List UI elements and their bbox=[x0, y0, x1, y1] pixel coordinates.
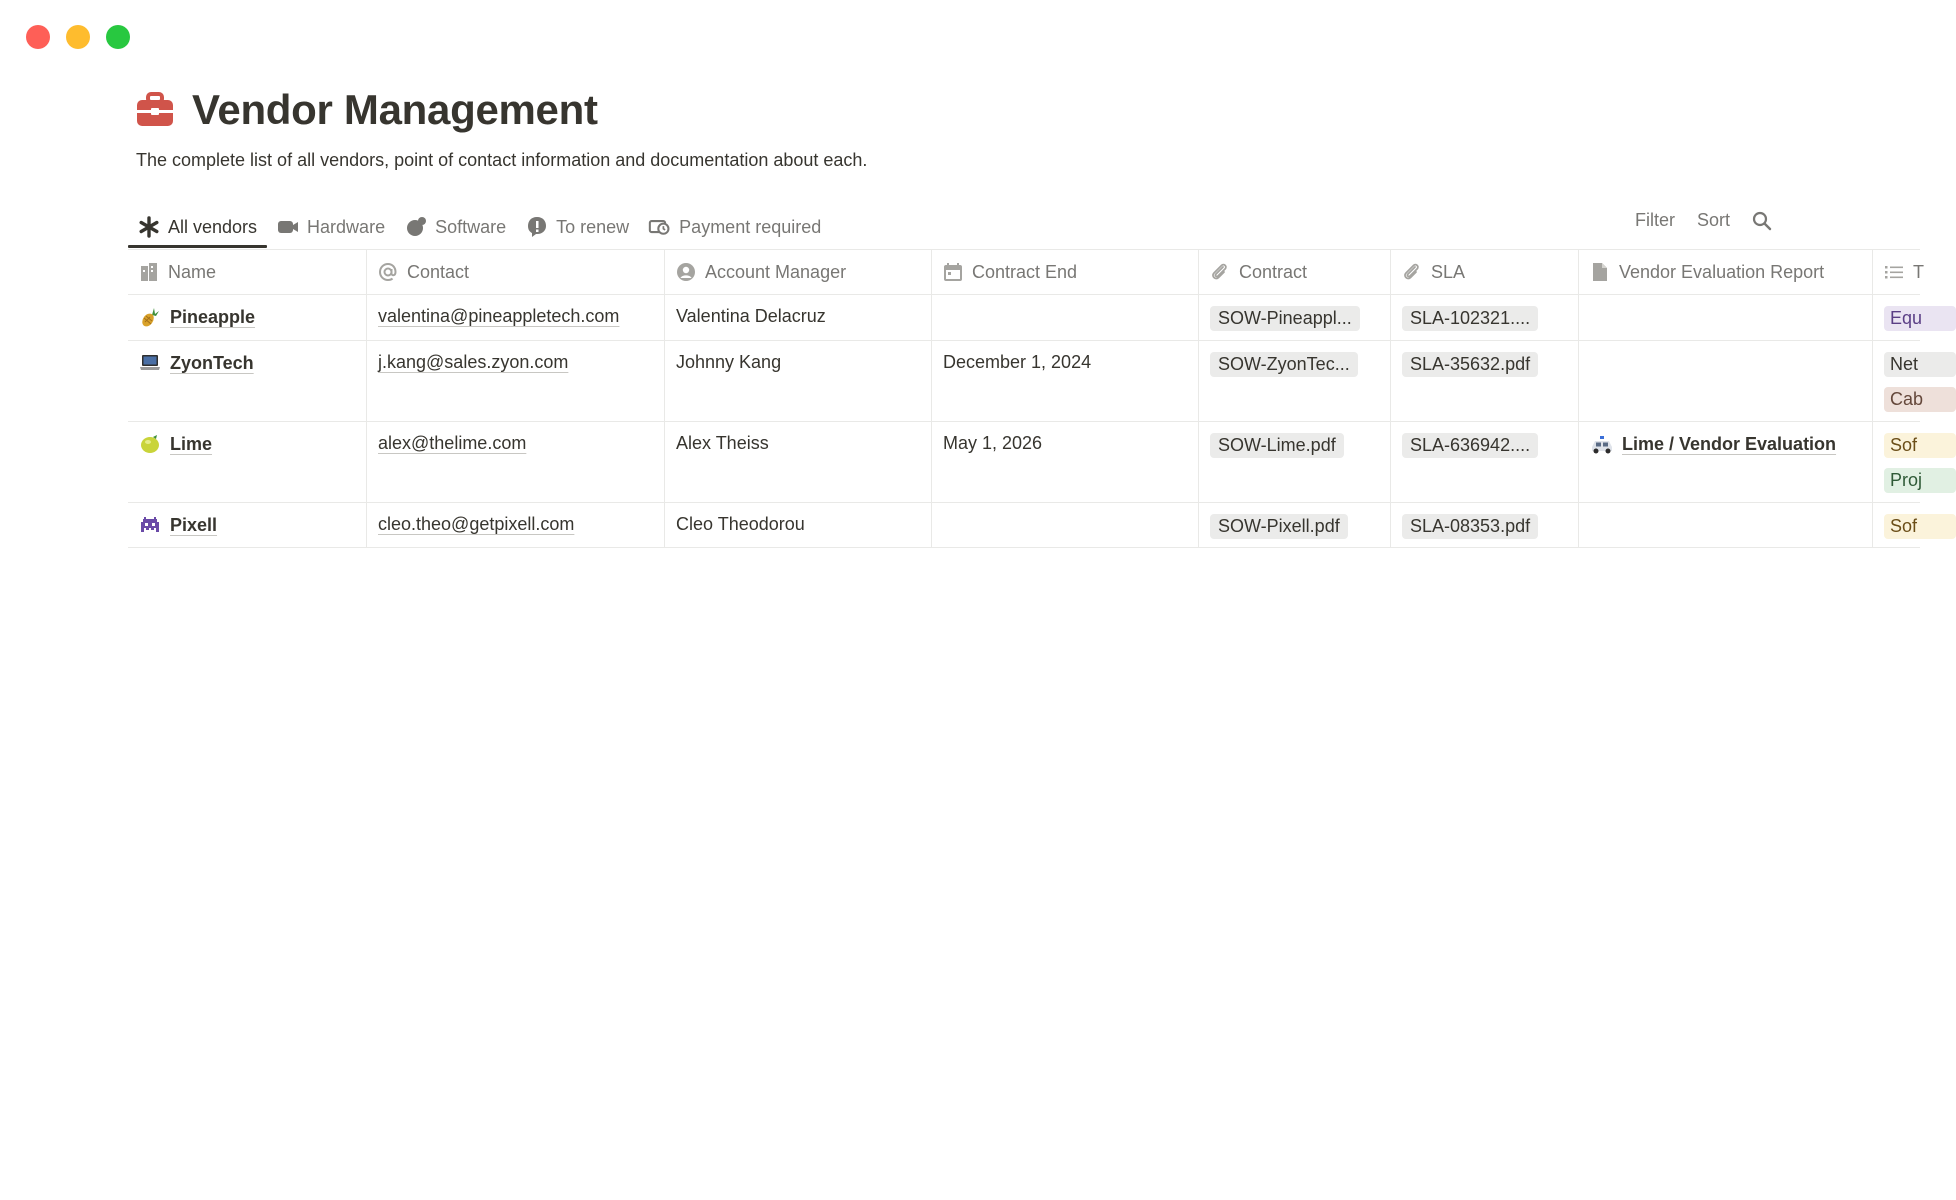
minimize-window-button[interactable] bbox=[66, 25, 90, 49]
calendar-icon bbox=[943, 262, 963, 282]
table-header bbox=[128, 249, 1924, 295]
contact-email[interactable]: cleo.theo@getpixell.com bbox=[378, 514, 575, 534]
sla-file[interactable]: SLA-08353.pdf bbox=[1402, 514, 1538, 539]
alien-monster-icon bbox=[139, 514, 161, 536]
contract-cell[interactable] bbox=[1199, 422, 1391, 502]
sla-cell[interactable] bbox=[1391, 341, 1579, 421]
tab-software[interactable] bbox=[395, 206, 516, 248]
close-window-button[interactable] bbox=[26, 25, 50, 49]
column-label: Contract bbox=[1239, 261, 1308, 282]
document-icon bbox=[1590, 262, 1610, 282]
table-row[interactable] bbox=[128, 503, 1920, 548]
evaluation-cell[interactable] bbox=[1579, 295, 1873, 340]
asterisk-icon bbox=[138, 216, 160, 238]
table-row[interactable] bbox=[128, 295, 1923, 341]
table-row[interactable] bbox=[128, 422, 1923, 503]
name-cell[interactable] bbox=[128, 503, 367, 547]
vendor-name[interactable]: ZyonTech bbox=[170, 352, 254, 373]
page-description[interactable]: The complete list of all vendors, point of contact information and documentation about each. bbox=[136, 150, 868, 170]
tab-label: Hardware bbox=[307, 216, 386, 237]
contract-file[interactable]: SOW-Lime.pdf bbox=[1210, 433, 1344, 458]
column-header-contact[interactable] bbox=[367, 250, 665, 294]
column-label: Account Manager bbox=[705, 261, 847, 282]
column-label: Contact bbox=[407, 261, 470, 282]
briefcase-icon[interactable] bbox=[136, 91, 174, 129]
tab-payment-required[interactable] bbox=[639, 206, 831, 248]
tags-cell[interactable] bbox=[1873, 341, 1924, 421]
contract-file[interactable]: SOW-Pixell.pdf bbox=[1210, 514, 1348, 539]
lime-icon bbox=[139, 433, 161, 455]
account-manager-cell[interactable]: Valentina Delacruz bbox=[665, 295, 932, 340]
contract-file[interactable]: SOW-ZyonTec... bbox=[1210, 352, 1358, 377]
sla-cell[interactable] bbox=[1391, 295, 1579, 340]
evaluation-link[interactable] bbox=[1590, 433, 1861, 455]
contact-cell[interactable] bbox=[367, 422, 665, 502]
contract-file[interactable]: SOW-Pineappl... bbox=[1210, 306, 1360, 331]
tag: Sof bbox=[1884, 433, 1956, 458]
column-label: Vendor Evaluation Report bbox=[1619, 261, 1825, 282]
column-header-sla[interactable] bbox=[1391, 250, 1579, 294]
tags-cell[interactable] bbox=[1873, 295, 1923, 340]
name-cell[interactable] bbox=[128, 422, 367, 502]
filter-button[interactable]: Filter bbox=[1635, 210, 1675, 230]
tag: Equ bbox=[1884, 306, 1956, 331]
column-header-account-manager[interactable] bbox=[665, 250, 932, 294]
tags-cell[interactable] bbox=[1873, 503, 1920, 547]
page-title[interactable]: Vendor Management bbox=[192, 86, 598, 133]
laptop-icon bbox=[139, 352, 161, 374]
paperclip-icon bbox=[1210, 262, 1230, 282]
contract-end-cell[interactable]: May 1, 2026 bbox=[932, 422, 1199, 502]
renew-alert-icon bbox=[526, 216, 548, 238]
vendor-name[interactable]: Lime bbox=[170, 433, 213, 454]
paperclip-icon bbox=[1402, 262, 1422, 282]
name-cell[interactable] bbox=[128, 295, 367, 340]
column-header-name[interactable] bbox=[128, 250, 367, 294]
column-label: SLA bbox=[1431, 261, 1466, 282]
tab-label: Payment required bbox=[679, 216, 822, 237]
evaluation-title: Lime / Vendor Evaluation bbox=[1622, 433, 1837, 454]
window-controls bbox=[26, 25, 130, 49]
contact-cell[interactable] bbox=[367, 295, 665, 340]
vendors-table bbox=[128, 249, 1924, 548]
tab-to-renew[interactable] bbox=[516, 206, 639, 248]
column-header-contract-end[interactable] bbox=[932, 250, 1199, 294]
column-label: Contract End bbox=[972, 261, 1078, 282]
vendor-name[interactable]: Pixell bbox=[170, 514, 218, 535]
column-label: Name bbox=[168, 261, 217, 282]
at-sign-icon bbox=[378, 262, 398, 282]
column-header-contract[interactable] bbox=[1199, 250, 1391, 294]
page-header bbox=[136, 86, 598, 134]
video-camera-icon bbox=[277, 216, 299, 238]
tag: Sof bbox=[1884, 514, 1956, 539]
pineapple-icon bbox=[139, 306, 161, 328]
search-icon[interactable] bbox=[1752, 211, 1772, 231]
evaluation-cell[interactable] bbox=[1579, 422, 1873, 502]
tag: Proj bbox=[1884, 468, 1956, 493]
tab-hardware[interactable] bbox=[267, 206, 395, 248]
tag: Net bbox=[1884, 352, 1956, 377]
column-header-vendor-evaluation-report[interactable] bbox=[1579, 250, 1873, 294]
account-manager-cell[interactable]: Alex Theiss bbox=[665, 422, 932, 502]
contact-cell[interactable] bbox=[367, 341, 665, 421]
contract-end-cell[interactable] bbox=[932, 503, 1199, 547]
tab-label: All vendors bbox=[168, 216, 258, 237]
tab-label: To renew bbox=[556, 216, 630, 237]
contract-cell[interactable] bbox=[1199, 341, 1391, 421]
software-badge-icon bbox=[405, 216, 427, 238]
table-row[interactable] bbox=[128, 341, 1924, 422]
list-icon bbox=[1884, 262, 1904, 282]
tab-all-vendors[interactable] bbox=[128, 206, 267, 248]
column-label: T bbox=[1913, 261, 1924, 282]
police-car-icon bbox=[1590, 433, 1614, 455]
maximize-window-button[interactable] bbox=[106, 25, 130, 49]
tab-label: Software bbox=[435, 216, 507, 237]
sla-file[interactable]: SLA-636942.... bbox=[1402, 433, 1538, 458]
column-header-tags[interactable] bbox=[1873, 250, 1924, 294]
contact-email[interactable]: valentina@pineappletech.com bbox=[378, 306, 620, 326]
sla-cell[interactable] bbox=[1391, 422, 1579, 502]
tag: Cab bbox=[1884, 387, 1956, 412]
contact-email[interactable]: j.kang@sales.zyon.com bbox=[378, 352, 569, 372]
person-icon bbox=[676, 262, 696, 282]
evaluation-cell[interactable] bbox=[1579, 503, 1873, 547]
contact-email[interactable]: alex@thelime.com bbox=[378, 433, 527, 453]
account-manager-cell[interactable]: Johnny Kang bbox=[665, 341, 932, 421]
payment-icon bbox=[649, 216, 671, 238]
contract-cell[interactable] bbox=[1199, 503, 1391, 547]
evaluation-cell[interactable] bbox=[1579, 341, 1873, 421]
sla-file[interactable]: SLA-35632.pdf bbox=[1402, 352, 1538, 377]
building-icon bbox=[139, 262, 159, 282]
name-cell[interactable] bbox=[128, 341, 367, 421]
sort-button[interactable]: Sort bbox=[1697, 210, 1731, 230]
vendor-name[interactable]: Pineapple bbox=[170, 306, 256, 327]
contact-cell[interactable] bbox=[367, 503, 665, 547]
sla-cell[interactable] bbox=[1391, 503, 1579, 547]
view-tabs bbox=[128, 206, 831, 248]
contract-end-cell[interactable] bbox=[932, 295, 1199, 340]
contract-cell[interactable] bbox=[1199, 295, 1391, 340]
sla-file[interactable]: SLA-102321.... bbox=[1402, 306, 1538, 331]
account-manager-cell[interactable]: Cleo Theodorou bbox=[665, 503, 932, 547]
contract-end-cell[interactable]: December 1, 2024 bbox=[932, 341, 1199, 421]
view-toolbar bbox=[1635, 210, 1772, 231]
tags-cell[interactable] bbox=[1873, 422, 1923, 502]
